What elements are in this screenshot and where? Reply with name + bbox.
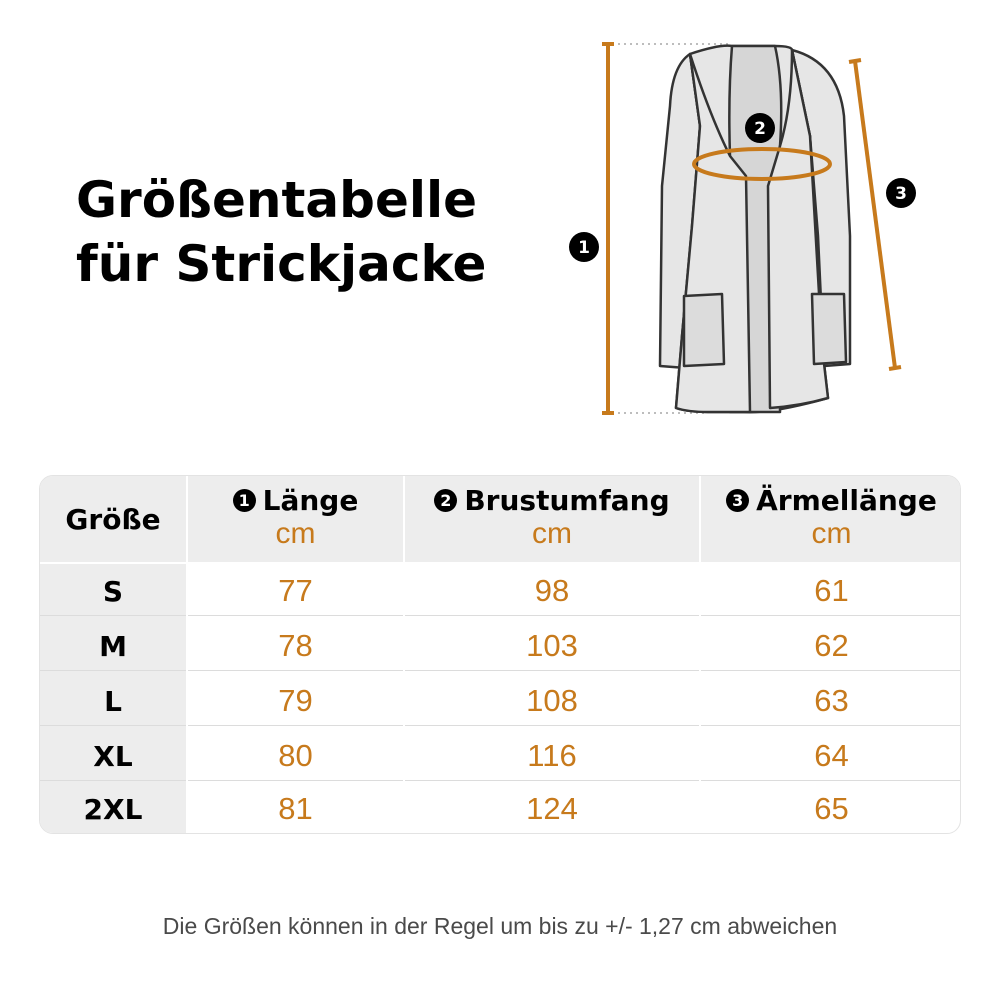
row-size: 2XL <box>83 792 143 826</box>
cardigan-shape <box>660 46 850 413</box>
marker-2-icon: 2 <box>434 489 457 512</box>
row-aermel: 62 <box>814 628 849 663</box>
header-brustumfang <box>405 484 699 551</box>
marker-3-icon: 3 <box>726 489 749 512</box>
sleeve-measure-line <box>849 60 901 369</box>
row-laenge: 77 <box>278 573 313 608</box>
header-laenge-unit: cm <box>275 517 316 550</box>
marker-1-badge <box>569 232 599 262</box>
row-aermel: 61 <box>814 573 849 608</box>
row-laenge: 80 <box>278 738 313 773</box>
page-title <box>76 168 546 296</box>
header-laenge-label: Länge <box>262 484 359 517</box>
row-aermel: 65 <box>814 791 849 826</box>
row-brust: 116 <box>527 738 577 773</box>
header-brustumfang-label: Brustumfang <box>464 484 670 517</box>
header-groesse: Größe <box>65 502 161 536</box>
marker-3-text: 3 <box>895 184 907 204</box>
marker-3-badge <box>886 178 916 208</box>
cardigan-illustration <box>560 36 940 426</box>
header-brustumfang-unit: cm <box>532 517 572 550</box>
header-aermellaenge <box>701 484 961 551</box>
header-aermellaenge-label: Ärmellänge <box>756 484 937 517</box>
row-brust: 98 <box>534 573 570 608</box>
size-table <box>39 475 961 834</box>
row-size: XL <box>93 739 133 773</box>
title-line-1: Größentabelle <box>76 171 478 229</box>
row-aermel: 63 <box>814 683 849 718</box>
marker-2-text: 2 <box>754 119 766 139</box>
title-line-2: für Strickjacke <box>76 235 487 293</box>
row-aermel: 64 <box>814 738 849 773</box>
header-aermellaenge-unit: cm <box>811 517 852 550</box>
row-size: L <box>104 684 122 718</box>
footnote: Die Größen können in der Regel um bis zu +/- 1,27 cm abweichen <box>162 913 838 939</box>
row-brust: 124 <box>526 791 578 826</box>
row-laenge: 79 <box>278 683 313 718</box>
length-measure-line <box>602 44 614 413</box>
row-size: M <box>99 629 127 663</box>
row-brust: 108 <box>526 683 578 718</box>
marker-1-text: 1 <box>578 238 590 258</box>
row-brust: 103 <box>526 628 578 663</box>
marker-2-badge <box>745 113 775 143</box>
row-size: S <box>102 574 124 608</box>
row-laenge: 78 <box>278 628 313 663</box>
header-laenge <box>188 484 403 551</box>
row-laenge: 81 <box>278 791 313 826</box>
marker-1-icon: 1 <box>233 489 256 512</box>
